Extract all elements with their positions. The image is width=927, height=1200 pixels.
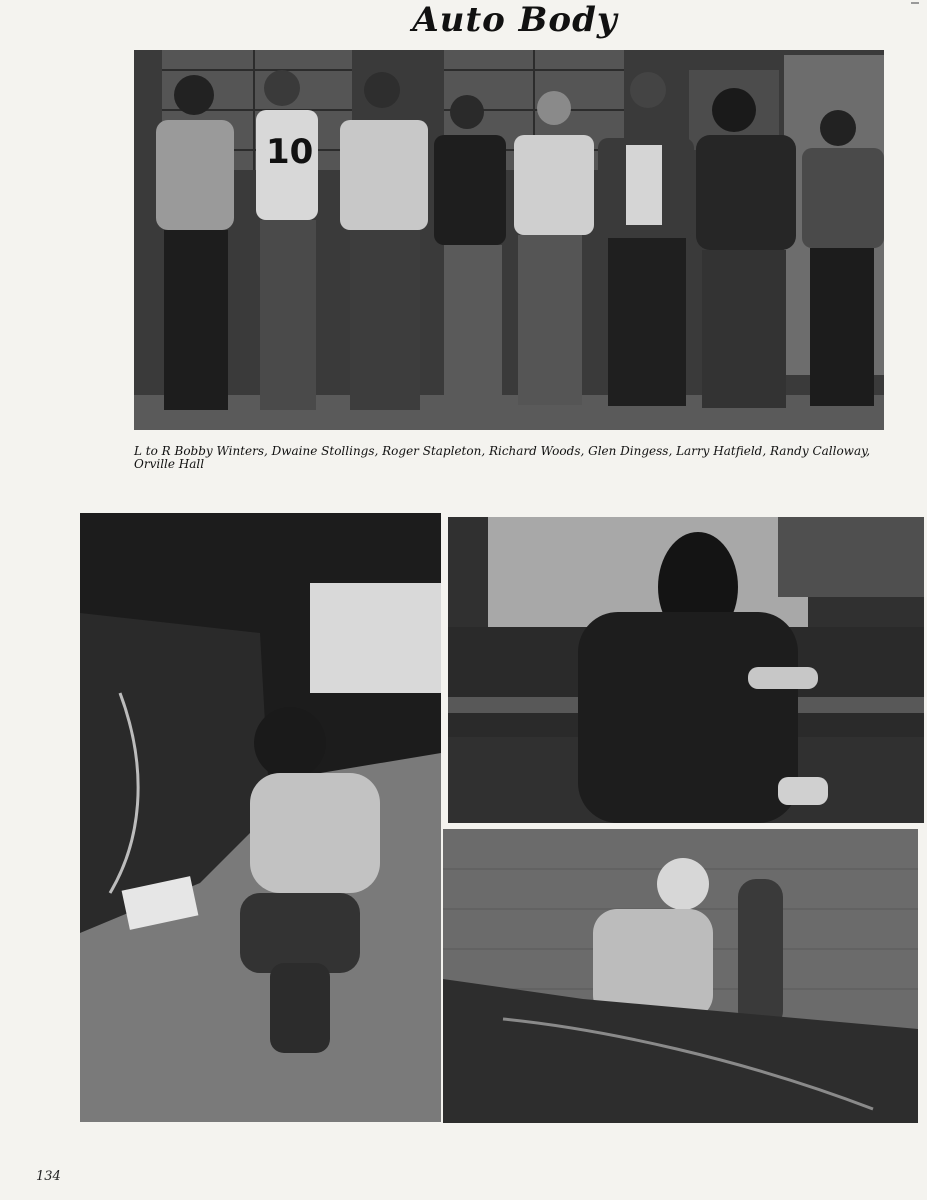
edge-mark (911, 2, 919, 4)
page-number: 134 (36, 1169, 61, 1184)
photo-worker-crouching (80, 513, 441, 1122)
group-photo-illustration (134, 50, 884, 430)
photo-worker-crouching-illustration (80, 513, 441, 1122)
photo-worker-cap-illustration (443, 829, 918, 1123)
photo-worker-sanding (448, 517, 924, 823)
photo-worker-cap (443, 829, 918, 1123)
jersey-number: 10 (266, 132, 314, 172)
photo-caption: L to R Bobby Winters, Dwaine Stollings, Roger Stapleton, Richard Woods, Glen Dingess, Larry Hatfield, Randy Calloway, Orville Hall (134, 444, 871, 471)
page-title: Auto Body (412, 0, 618, 40)
group-photo (134, 50, 884, 430)
photo-worker-sanding-illustration (448, 517, 924, 823)
